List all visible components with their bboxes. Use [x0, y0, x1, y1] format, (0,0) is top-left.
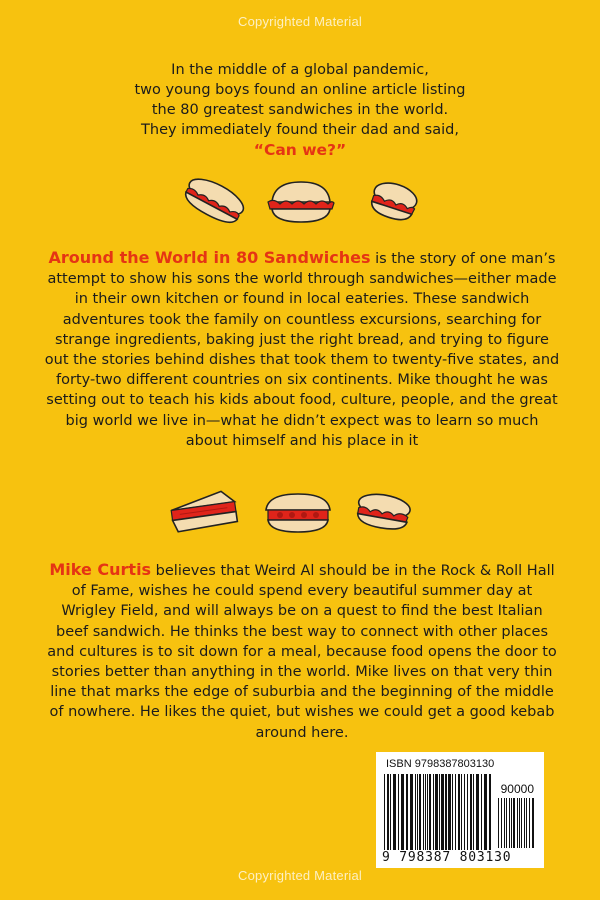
roll-sandwich-icon [364, 176, 422, 232]
isbn-label: ISBN 9798387803130 [386, 758, 495, 770]
book-description-text: is the story of one man’s attempt to show his sons the world through sandwiches—either made in their own kitchen or found in local eateries. These sandwich adventures took the family on countless excursions, searching for strange ingredients, baking just the right bread, and trying to figure out the stories behind dishes that took them to twenty-five states, and forty-two different countries on six continents. Mike thought he was setting out to teach his kids about food, culture, people, and the great big world we live in—what he didn’t expect was to learn so much about himself and his place in it [44, 251, 560, 449]
barcode-bar [504, 798, 505, 848]
watermark-top: Copyrighted Material [238, 14, 362, 29]
sandwich-illustrations-bottom [0, 478, 600, 548]
barcode-bar [521, 798, 522, 848]
burger-icon [264, 176, 338, 232]
barcode-bar [513, 798, 515, 848]
isbn-barcode [376, 752, 544, 868]
barcode-bar [524, 798, 525, 848]
barcode-bar [509, 798, 510, 848]
barcode-bar [532, 798, 534, 848]
barcode-bar [425, 774, 426, 850]
barcode-bar [445, 774, 447, 850]
barcode-bar [419, 774, 421, 850]
barcode-bar [401, 774, 404, 850]
price-code: 90000 [500, 782, 534, 796]
slider-sandwich-icon [350, 486, 416, 542]
barcode-bar [464, 774, 465, 850]
sub-sandwich-icon [178, 172, 248, 234]
sub-roll-icon [260, 486, 336, 542]
triangle-sandwich-icon [166, 484, 242, 544]
intro-line-4: They immediately found their dad and said, [141, 122, 459, 138]
barcode-digits: 9 798387 803130 [382, 850, 512, 865]
author-bio-text: believes that Weird Al should be in the Rock & Roll Hall of Fame, wishes he could spend every beautiful summer day at Wrigley Field, and will always be on a quest to find the best Italian beef sandwich. He thinks the best way to connect with other places and cultures is to sit down for a meal, because food opens the door to stories better than anything in the world. Mike lives on that very thin line that marks the edge of suburbia and the beginning of the middle of nowhere. He likes the quiet, but wishes we could get a good kebab around here. [47, 563, 557, 741]
barcode-bar [433, 774, 434, 850]
barcode-bar [501, 798, 502, 848]
barcode-bar [519, 798, 520, 848]
barcode-bar [427, 774, 428, 850]
barcode-bar [506, 798, 507, 848]
author-bio [44, 560, 560, 743]
intro-line-1: In the middle of a global pandemic, [171, 62, 429, 78]
barcode-bar [455, 774, 456, 850]
barcode-bar [511, 798, 512, 848]
barcode-main-bars [384, 774, 494, 850]
barcode-bar [448, 774, 451, 850]
barcode-bar [390, 774, 391, 850]
barcode-bar [415, 774, 416, 850]
barcode-bar [498, 798, 499, 848]
barcode-bar [406, 774, 408, 850]
intro-line-3: the 80 greatest sandwiches in the world. [151, 102, 449, 118]
barcode-bar [484, 774, 487, 850]
sandwich-illustrations-top [0, 170, 600, 240]
book-description [44, 248, 560, 451]
watermark-bottom: Copyrighted Material [238, 868, 362, 883]
barcode-bar [439, 774, 440, 850]
barcode-bar [423, 774, 424, 850]
barcode-bar [481, 774, 482, 850]
barcode-bar [461, 774, 462, 850]
barcode-bar [435, 774, 438, 850]
barcode-bar [441, 774, 444, 850]
barcode-bar [458, 774, 460, 850]
author-name: Mike Curtis [49, 560, 152, 579]
barcode-addon-bars [498, 798, 536, 858]
intro-quote: “Can we?” [253, 141, 347, 159]
barcode-bar [489, 774, 491, 850]
barcode-bar [417, 774, 418, 850]
barcode-bar [476, 774, 479, 850]
barcode-bar [473, 774, 474, 850]
barcode-bar [429, 774, 431, 850]
barcode-bar [387, 774, 389, 850]
barcode-bar [384, 774, 385, 850]
barcode-bar [410, 774, 413, 850]
barcode-bar [398, 774, 399, 850]
intro-blurb [60, 60, 540, 160]
barcode-bar [393, 774, 396, 850]
barcode-bar [452, 774, 453, 850]
barcode-bar [517, 798, 518, 848]
barcode-bar [529, 798, 530, 848]
barcode-bar [467, 774, 468, 850]
book-title: Around the World in 80 Sandwiches [48, 248, 371, 267]
intro-line-2: two young boys found an online article listing [134, 82, 466, 98]
barcode-bar [526, 798, 527, 848]
barcode-bar [470, 774, 472, 850]
